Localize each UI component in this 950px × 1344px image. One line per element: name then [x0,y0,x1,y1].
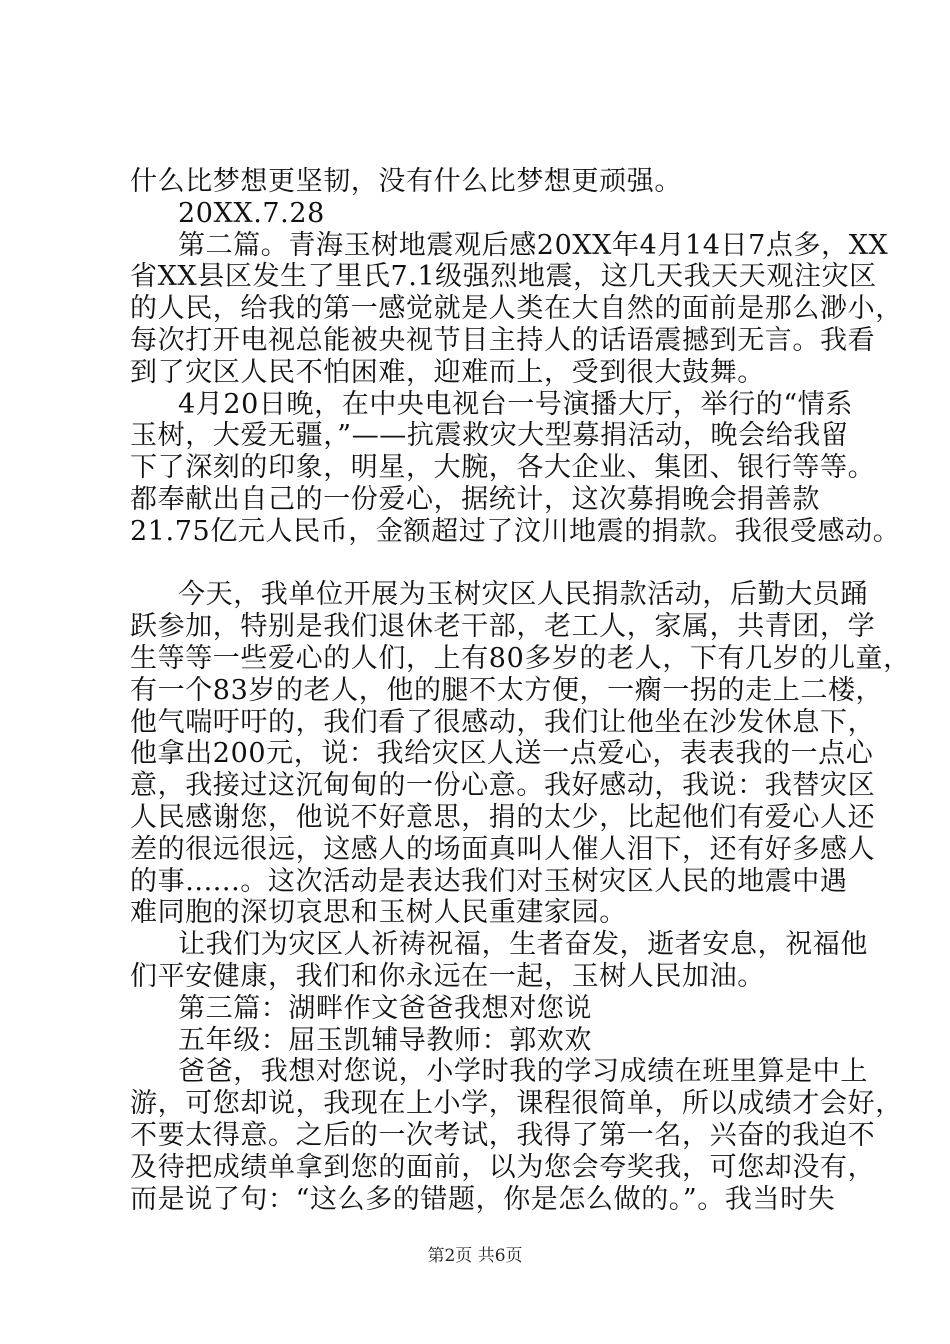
section-heading-line: 第二篇。青海玉树地震观后感20XX年4月14日7点多，XX [178,229,889,261]
text-line: 4月20日晚，在中央电视台一号演播大厅，举行的“情系 [178,388,853,420]
text-line: 及待把成绩单拿到您的面前，以为您会夸奖我，可您却没有， [130,1151,876,1183]
text-line: 今天，我单位开展为玉树灾区人民捐款活动，后勤大员踊 [178,579,868,611]
text-line: 差的很远很远，这感人的场面真叫人催人泪下，还有好多感人 [130,833,876,865]
text-line: 难同胞的深切哀思和玉树人民重建家园。 [130,897,627,929]
text-line: 爸爸，我想对您说，小学时我的学习成绩在班里算是中上 [178,1056,868,1088]
text-line: 有一个83岁的老人，他的腿不太方便，一瘸一拐的走上二楼， [130,674,884,706]
text-line: 他拿出200元，说：我给灾区人送一点爱心，表表我的一点心 [130,738,874,770]
section-heading-line: 第三篇：湖畔作文爸爸我想对您说 [178,992,592,1024]
text-line: 生等等一些爱心的人们，上有80多岁的老人，下有几岁的儿童， [130,643,911,674]
text-line: 什么比梦想更坚韧，没有什么比梦想更顽强。 [130,166,682,197]
date-line: 20XX.7.28 [178,197,325,229]
text-line: 的人民，给我的第一感觉就是人类在大自然的面前是那么渺小， [130,293,903,325]
text-line: 不要太得意。之后的一次考试，我得了第一名，兴奋的我迫不 [130,1120,876,1151]
text-line: 都奉献出自己的一份爱心，据统计，这次募捐晚会捐善款 [130,484,820,515]
text-line: 下了深刻的印象，明星，大腕，各大企业、集团、银行等等。 [130,452,876,484]
text-line: 人民感谢您，他说不好意思，捐的太少，比起他们有爱心人还 [130,802,876,833]
text-line: 21.75亿元人民币，金额超过了汶川地震的捐款。我很受感动。 [130,515,901,547]
text-line: 省XX县区发生了里氏7.1级强烈地震，这几天我天天观注灾区 [130,261,877,293]
text-line: 游，可您却说，我现在上小学，课程很简单，所以成绩才会好， [130,1088,903,1120]
page-footer: 第2页 共6页 [427,1246,523,1266]
text-line: 到了灾区人民不怕困难，迎难而上，受到很大鼓舞。 [130,356,765,388]
text-line: 让我们为灾区人祈祷祝福，生者奋发，逝者安息，祝福他 [178,929,868,961]
text-line: 意，我接过这沉甸甸的一份心意。我好感动，我说：我替灾区 [130,770,876,802]
text-line: 的事......。这次活动是表达我们对玉树灾区人民的地震中遇 [130,865,848,897]
text-line: 每次打开电视总能被央视节目主持人的话语震撼到无言。我看 [130,325,876,356]
text-line: 玉树，大爱无疆，”——抗震救灾大型募捐活动，晚会给我留 [130,420,849,452]
text-line: 他气喘吁吁的，我们看了很感动，我们让他坐在沙发休息下， [130,706,876,738]
text-line: 们平安健康，我们和你永远在一起，玉树人民加油。 [130,961,765,992]
author-line: 五年级：屈玉凯辅导教师：郭欢欢 [178,1024,592,1056]
text-line: 而是说了句：“这么多的错题，你是怎么做的。”。我当时失 [130,1183,836,1215]
text-line: 跃参加，特别是我们退休老干部，老工人，家属，共青团，学 [130,611,876,643]
